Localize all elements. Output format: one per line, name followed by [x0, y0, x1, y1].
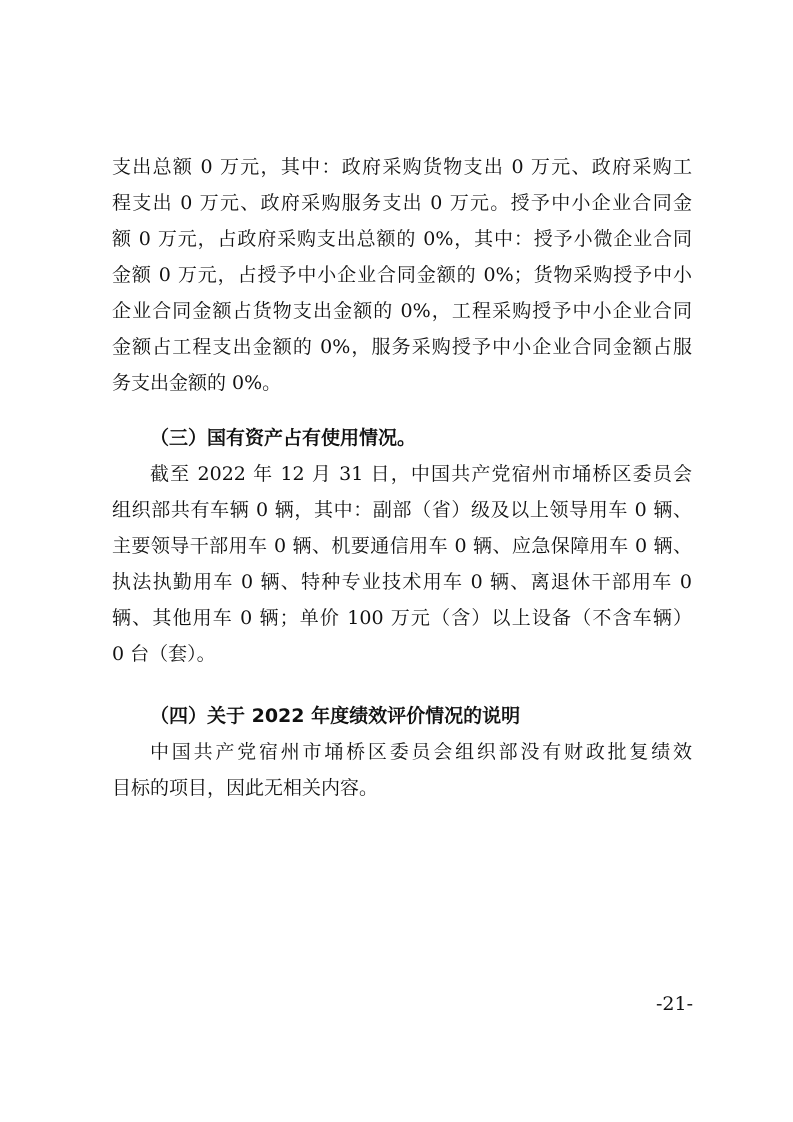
paragraph-line: 企业合同金额占货物支出金额的 0%，工程采购授予中小企业合同	[112, 300, 692, 322]
section-heading-assets: （三）国有资产占有使用情况。	[150, 427, 417, 449]
paragraph-line: 程支出 0 万元、政府采购服务支出 0 万元。授予中小企业合同金	[112, 192, 692, 214]
paragraph-line: 金额占工程支出金额的 0%，服务采购授予中小企业合同金额占服	[112, 336, 692, 358]
page-number: -21-	[655, 993, 693, 1015]
section-heading-performance: （四）关于 2022 年度绩效评价情况的说明	[150, 705, 521, 727]
paragraph-line: 金额 0 万元，占授予中小企业合同金额的 0%；货物采购授予中小	[112, 264, 692, 286]
paragraph-line: 目标的项目，因此无相关内容。	[112, 777, 379, 799]
paragraph-line: 组织部共有车辆 0 辆，其中：副部（省）级及以上领导用车 0 辆、	[112, 499, 692, 521]
paragraph-line: 务支出金额的 0%。	[112, 372, 282, 394]
paragraph-line: 辆、其他用车 0 辆；单价 100 万元（含）以上设备（不含车辆）	[112, 607, 692, 629]
paragraph-line: 额 0 万元，占政府采购支出总额的 0%，其中：授予小微企业合同	[112, 228, 692, 250]
paragraph-line: 中国共产党宿州市埇桥区委员会组织部没有财政批复绩效	[150, 741, 692, 763]
paragraph-line: 执法执勤用车 0 辆、特种专业技术用车 0 辆、离退休干部用车 0	[112, 571, 692, 593]
paragraph-line: 主要领导干部用车 0 辆、机要通信用车 0 辆、应急保障用车 0 辆、	[112, 535, 692, 557]
paragraph-line: 0 台（套）。	[112, 643, 216, 665]
paragraph-line: 支出总额 0 万元，其中：政府采购货物支出 0 万元、政府采购工	[112, 156, 692, 178]
paragraph-line: 截至 2022 年 12 月 31 日，中国共产党宿州市埇桥区委员会	[150, 463, 692, 485]
